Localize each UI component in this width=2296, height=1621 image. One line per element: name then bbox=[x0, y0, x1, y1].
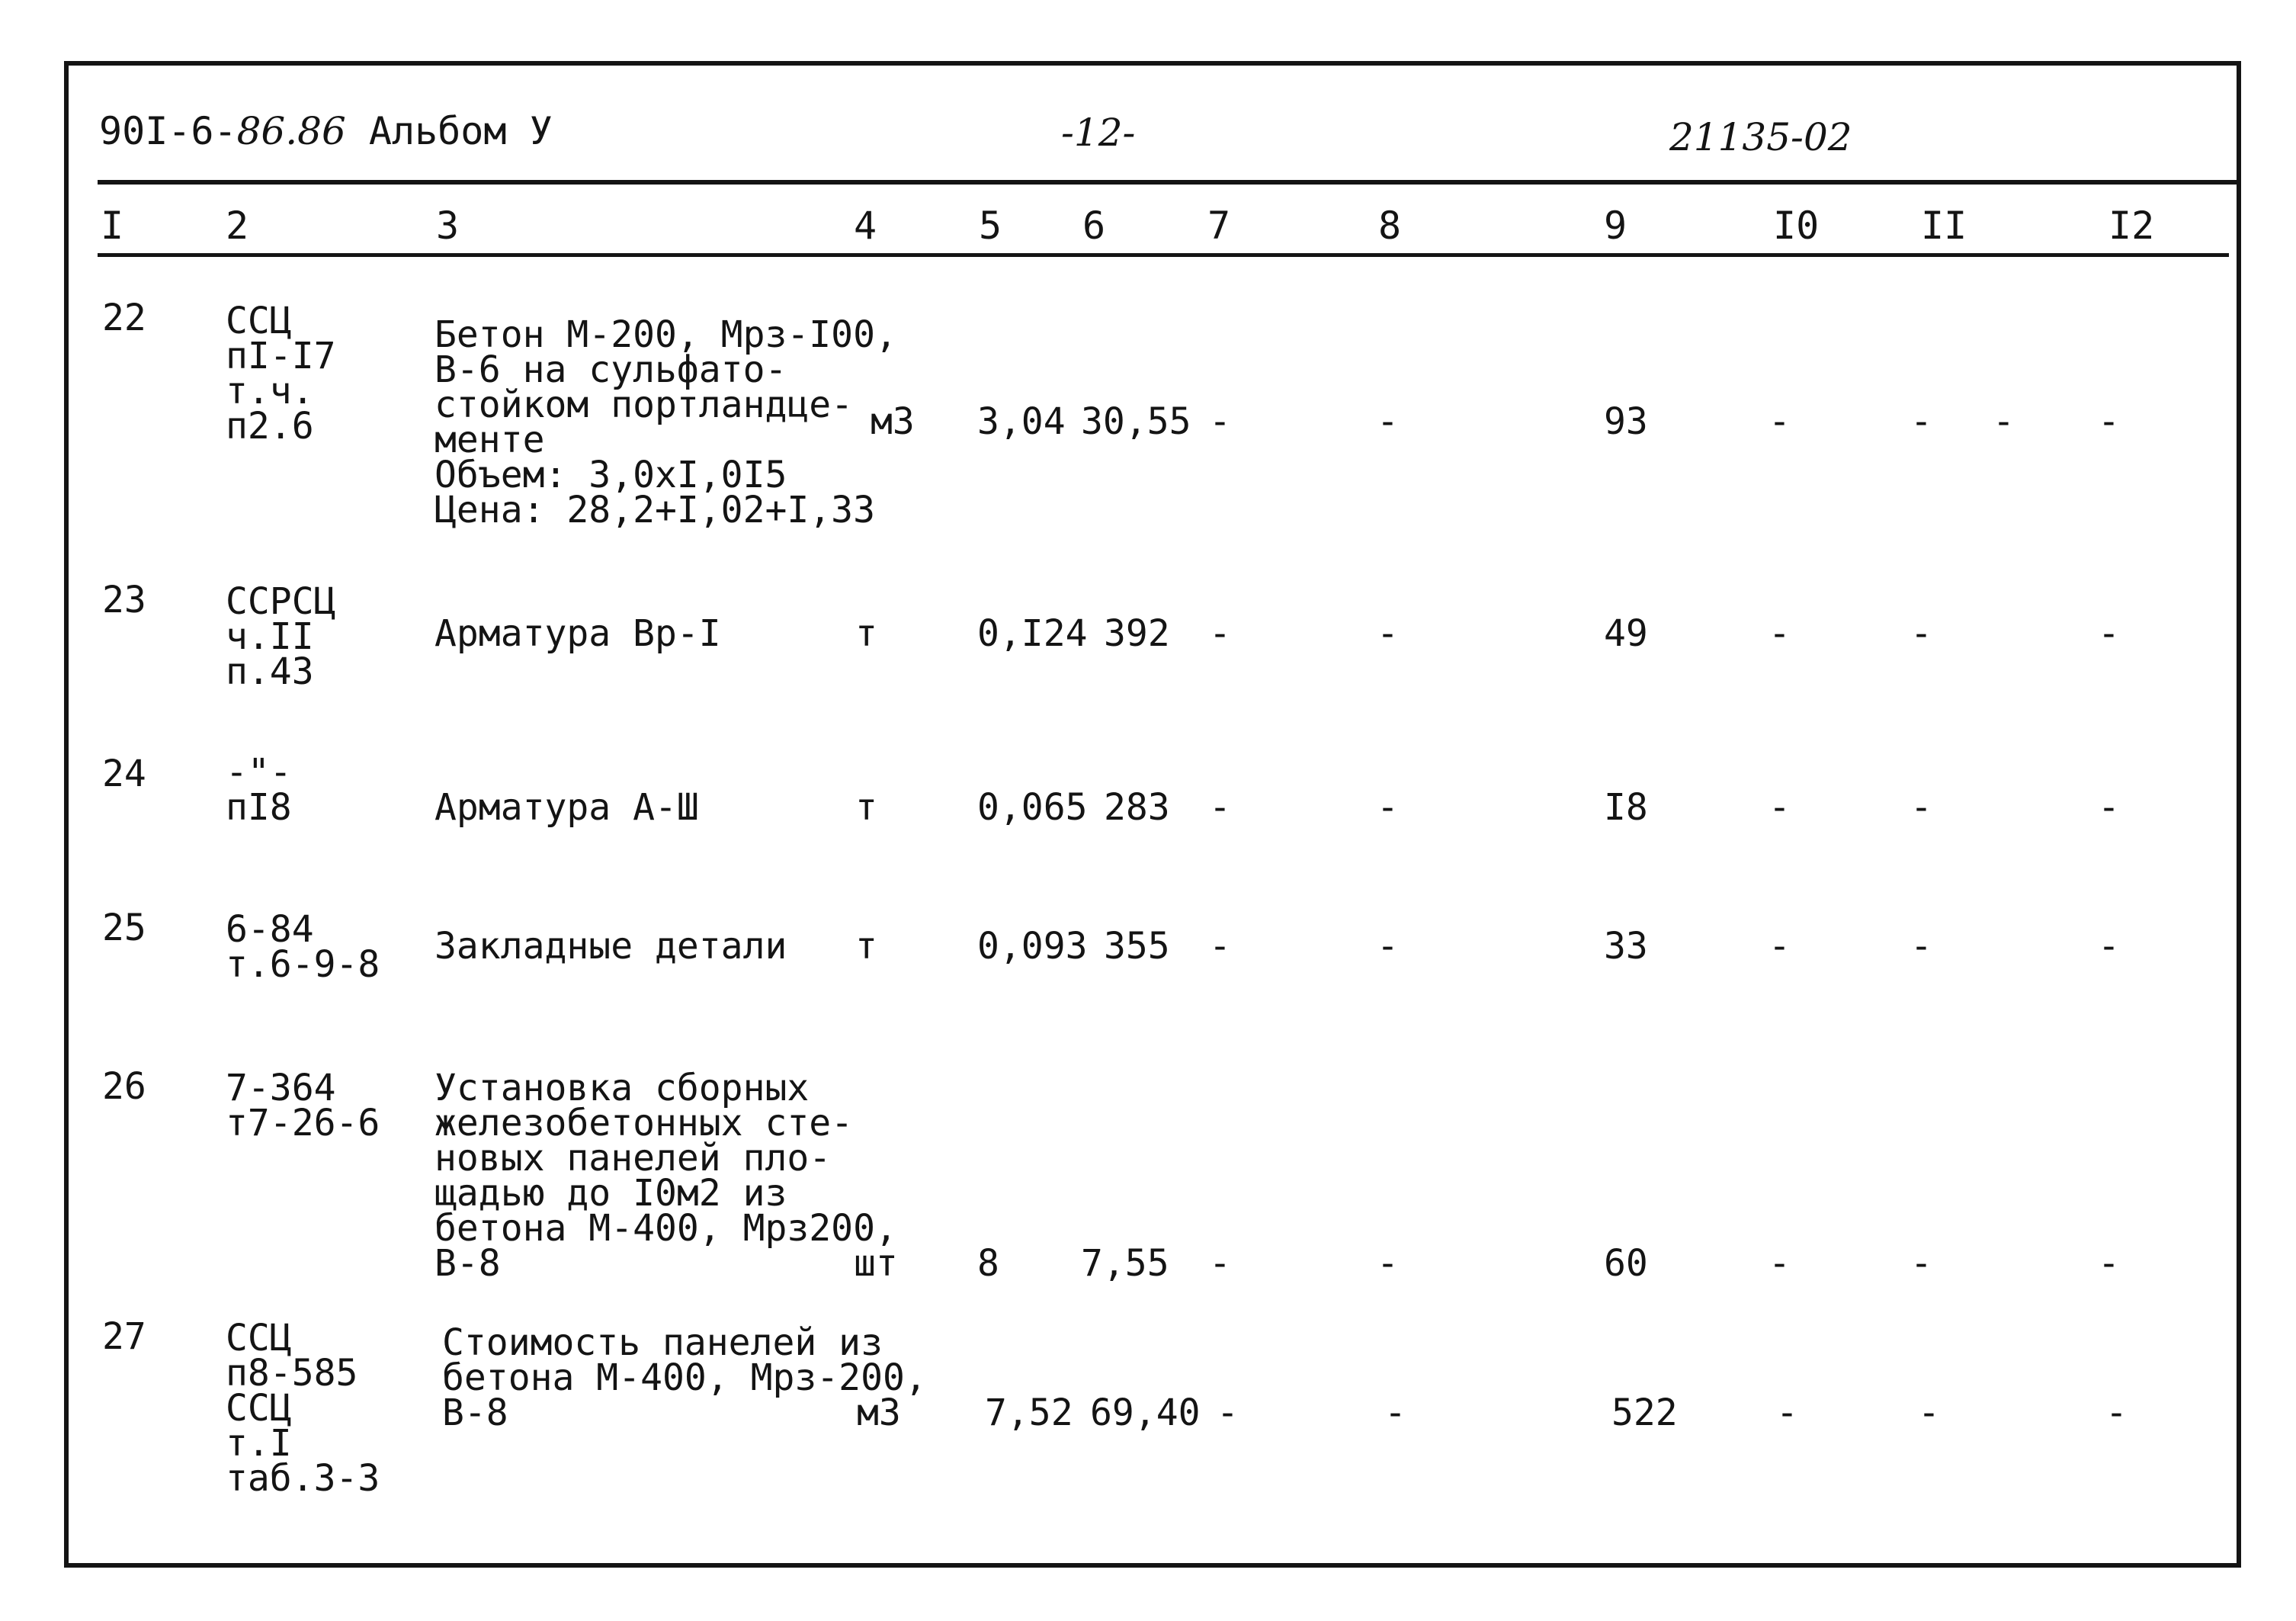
total-value: 49 bbox=[1604, 612, 1648, 655]
quantity: 3,04 bbox=[977, 400, 1066, 443]
column-12-value: - bbox=[2098, 925, 2120, 968]
reference-code: ССЦ пI-I7 т.ч. п2.6 bbox=[226, 300, 336, 448]
item-description: Арматура Вр-I bbox=[435, 612, 721, 655]
column-11-extra-value: - bbox=[1993, 400, 2015, 443]
row-number: 22 bbox=[102, 297, 146, 339]
unit: м3 bbox=[871, 400, 915, 443]
column-12-value: - bbox=[2098, 1242, 2120, 1285]
item-description: Установка сборных железобетонных сте- новых панелей пло- щадью до I0м2 из бетона М-400, Мрз200, В-8 bbox=[435, 1067, 897, 1285]
item-description: Арматура А-Ш bbox=[435, 786, 699, 829]
total-value: 522 bbox=[1611, 1391, 1678, 1434]
column-number-7: 7 bbox=[1207, 204, 1231, 248]
column-10-value: - bbox=[1768, 786, 1791, 829]
unit: м3 bbox=[857, 1391, 901, 1434]
item-description: Закладные детали bbox=[435, 925, 787, 968]
column-7-value: - bbox=[1209, 925, 1231, 968]
unit-price: 69,40 bbox=[1090, 1391, 1201, 1434]
quantity: 0,I24 bbox=[977, 612, 1088, 655]
column-11-value: - bbox=[1910, 1242, 1932, 1285]
total-value: 93 bbox=[1604, 400, 1648, 443]
quantity: 8 bbox=[977, 1242, 999, 1285]
quantity: 0,093 bbox=[977, 925, 1088, 968]
reference-code: 6-84 т.6-9-8 bbox=[226, 908, 380, 986]
unit: т bbox=[855, 612, 877, 655]
column-12-value: - bbox=[2098, 612, 2120, 655]
reference-code: ССРСЦ ч.II п.43 bbox=[226, 580, 336, 693]
project-number: 21135-02 bbox=[1669, 115, 1852, 159]
total-value: I8 bbox=[1604, 786, 1648, 829]
unit: т bbox=[855, 925, 877, 968]
column-number-9: 9 bbox=[1604, 204, 1627, 248]
column-11-value: - bbox=[1910, 786, 1932, 829]
row-number: 23 bbox=[102, 579, 146, 621]
column-number-1: I bbox=[101, 204, 124, 248]
column-10-value: - bbox=[1768, 400, 1791, 443]
column-number-4: 4 bbox=[854, 204, 877, 248]
column-8-value: - bbox=[1377, 612, 1399, 655]
document-code-typed: 90I-6- bbox=[99, 109, 237, 153]
document-code-handwritten: 86.86 bbox=[236, 109, 346, 153]
column-12-value: - bbox=[2098, 400, 2120, 443]
column-number-6: 6 bbox=[1082, 204, 1106, 248]
document-code bbox=[99, 110, 553, 152]
album-label: Альбом У bbox=[368, 109, 553, 153]
quantity: 0,065 bbox=[977, 786, 1088, 829]
row-number: 24 bbox=[102, 753, 146, 795]
column-8-value: - bbox=[1377, 1242, 1399, 1285]
column-number-11: II bbox=[1921, 204, 1967, 248]
unit: т bbox=[855, 786, 877, 829]
column-7-value: - bbox=[1209, 612, 1231, 655]
unit-price: 392 bbox=[1104, 612, 1170, 655]
unit-price: 355 bbox=[1104, 925, 1170, 968]
row-number: 26 bbox=[102, 1065, 146, 1108]
unit-price: 283 bbox=[1104, 786, 1170, 829]
column-8-value: - bbox=[1377, 786, 1399, 829]
row-number: 25 bbox=[102, 907, 146, 949]
column-12-value: - bbox=[2105, 1391, 2128, 1434]
column-7-value: - bbox=[1209, 786, 1231, 829]
column-12-value: - bbox=[2098, 786, 2120, 829]
column-8-value: - bbox=[1377, 925, 1399, 968]
column-11-value: - bbox=[1918, 1391, 1940, 1434]
column-11-value: - bbox=[1910, 925, 1932, 968]
column-numbers-rule bbox=[98, 253, 2229, 257]
column-7-value: - bbox=[1209, 1242, 1231, 1285]
unit-price: 7,55 bbox=[1081, 1242, 1169, 1285]
column-10-value: - bbox=[1768, 925, 1791, 968]
column-7-value: - bbox=[1217, 1391, 1239, 1434]
column-10-value: - bbox=[1768, 1242, 1791, 1285]
column-number-3: 3 bbox=[436, 204, 460, 248]
column-number-8: 8 bbox=[1378, 204, 1402, 248]
column-8-value: - bbox=[1384, 1391, 1406, 1434]
column-number-5: 5 bbox=[979, 204, 1002, 248]
reference-code: ССЦ п8-585 ССЦ т.I таб.3-3 bbox=[226, 1317, 380, 1500]
page-number: -12- bbox=[1061, 111, 1136, 155]
item-description: Стоимость панелей из бетона М-400, Мрз-200, В-8 bbox=[442, 1321, 927, 1434]
quantity: 7,52 bbox=[985, 1391, 1073, 1434]
column-11-value: - bbox=[1910, 612, 1932, 655]
unit: шт bbox=[854, 1242, 898, 1285]
column-number-10: I0 bbox=[1773, 204, 1820, 248]
column-10-value: - bbox=[1776, 1391, 1798, 1434]
column-number-2: 2 bbox=[226, 204, 249, 248]
row-number: 27 bbox=[102, 1315, 146, 1358]
total-value: 33 bbox=[1604, 925, 1648, 968]
column-7-value: - bbox=[1209, 400, 1231, 443]
reference-code: -"- пI8 bbox=[226, 751, 292, 829]
column-11-value: - bbox=[1910, 400, 1932, 443]
unit-price: 30,55 bbox=[1081, 400, 1191, 443]
column-8-value: - bbox=[1377, 400, 1399, 443]
item-description: Бетон М-200, Мрз-I00, В-6 на сульфато- стойком портландце- менте Объем: 3,0хI,0I5 Цена: 28,2+I,02+I,33 bbox=[435, 313, 897, 531]
column-number-12: I2 bbox=[2108, 204, 2155, 248]
header-rule bbox=[98, 180, 2238, 185]
column-10-value: - bbox=[1768, 612, 1791, 655]
reference-code: 7-364 т7-26-6 bbox=[226, 1067, 380, 1144]
total-value: 60 bbox=[1604, 1242, 1648, 1285]
